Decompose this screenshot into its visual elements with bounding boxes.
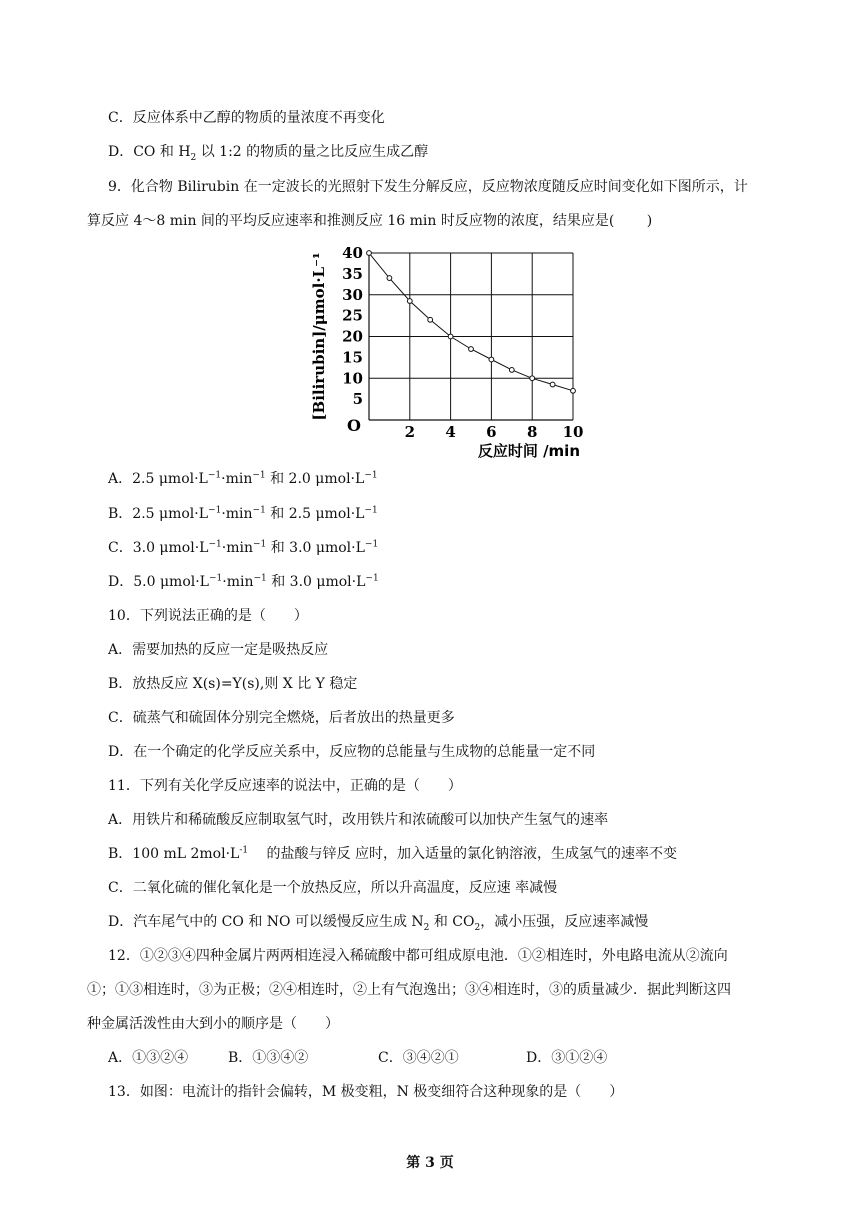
q12-stem-line3: 种金属活泼性由大到小的顺序是（ ）: [87, 1016, 339, 1032]
data-point: [509, 368, 514, 373]
q10-stem: 10．下列说法正确的是（ ）: [108, 608, 308, 624]
y-tick-label: 15: [342, 348, 363, 367]
x-tick-label: 2: [404, 423, 416, 441]
data-point: [367, 251, 372, 256]
data-point: [469, 347, 474, 352]
q9-option-a: A．2.5 $\mu mol\cdot L^{-1}\cdot\min^{-1}$ 和 2.0 $\mu mol\cdot L^{-1}$: [108, 470, 378, 487]
y-tick-label: 40: [342, 244, 363, 262]
q12-options: [108, 1048, 607, 1068]
chart-x-axis-label: 反应时间 /min: [477, 442, 580, 460]
q11-option-d: D．汽车尾气中的 CO 和 NO 可以缓慢反应生成 $N_2$ 和 $CO_2$，减小压强，反应速率减慢: [108, 914, 649, 933]
data-point: [530, 376, 535, 381]
chart-grid: [369, 253, 573, 420]
q11-option-c: C．二氧化硫的催化氧化是一个放热反应，所以升高温度，反应速 率减慢: [108, 880, 558, 896]
y-tick-label: 25: [342, 306, 363, 325]
q10-option-a: A．需要加热的反应一定是吸热反应: [108, 642, 329, 658]
y-tick-label: 5: [352, 390, 363, 409]
q9-option-c: C．3.0 $\mu mol\cdot L^{-1}\cdot\min^{-1}$ 和 3.0 $\mu mol\cdot L^{-1}$: [108, 539, 379, 556]
q10-option-d: D．在一个确定的化学反应关系中，反应物的总能量与生成物的总能量一定不同: [108, 744, 596, 760]
x-tick-label: 10: [562, 423, 584, 441]
q9-option-b: B．2.5 $\mu mol\cdot L^{-1}\cdot\min^{-1}$ 和 2.5 $\mu mol\cdot L^{-1}$: [108, 505, 378, 522]
q11-option-a: A．用铁片和稀硫酸反应制取氢气时，改用铁片和浓硫酸可以加快产生氢气的速率: [108, 812, 609, 828]
data-point: [428, 317, 433, 322]
q12-option-a: A．①③②④: [108, 1050, 189, 1066]
bilirubin-chart: [308, 240, 598, 460]
chart-y-ticks: [342, 244, 363, 408]
q12-stem-line1: 12．①②③④四种金属片两两相连浸入稀硫酸中都可组成原电池．①②相连时，外电路电流从②流向: [108, 948, 728, 964]
chart-x-ticks: [405, 423, 584, 441]
q10-option-b: B．放热反应 X(s)=Y(s),则 X 比 Y 稳定: [108, 676, 358, 692]
data-point: [407, 299, 412, 304]
q9-stem-line2: 算反应 4～8 min 间的平均反应速率和推测反应 16 min 时反应物的浓度，结果应是( ): [87, 213, 653, 229]
q9-option-d: D．5.0 $\mu mol\cdot L^{-1}\cdot\min^{-1}$ 和 3.0 $\mu mol\cdot L^{-1}$: [108, 573, 379, 590]
page-footer: 第 3 页: [406, 1155, 454, 1171]
q10-option-c: C．硫蒸气和硫固体分别完全燃烧，后者放出的热量更多: [108, 710, 455, 726]
q12-option-b: B．①③④②: [228, 1050, 309, 1066]
x-tick-label: 8: [526, 423, 538, 441]
data-point: [489, 357, 494, 362]
q12-option-d: D．③①②④: [526, 1050, 608, 1066]
data-point: [550, 382, 555, 387]
q13-stem: 13．如图：电流计的指针会偏转，M 极变粗，N 极变细符合这种现象的是（ ）: [108, 1084, 624, 1100]
chart-curve: [369, 253, 573, 391]
x-tick-label: 4: [445, 423, 456, 441]
x-tick-label: 6: [486, 423, 497, 441]
data-point: [571, 388, 576, 393]
q8-option-c: C．反应体系中乙醇的物质的量浓度不再变化: [108, 110, 385, 126]
q9-stem-line1: 9．化合物 Bilirubin 在一定波长的光照射下发生分解反应，反应物浓度随反应时间变化如下图所示，计: [108, 179, 748, 195]
y-tick-label: 35: [342, 264, 363, 283]
chart-y-axis-label: [Bilirubin]/μmol·L⁻¹: [310, 252, 328, 421]
data-point: [448, 334, 453, 339]
y-tick-label: 30: [342, 285, 363, 304]
y-tick-label: 20: [342, 327, 363, 346]
q11-stem: 11．下列有关化学反应速率的说法中，正确的是（ ）: [108, 778, 462, 794]
chart-points: [367, 251, 576, 394]
y-tick-label: 10: [342, 369, 363, 388]
q12-stem-line2: ①；①③相连时，③为正极；②④相连时，②上有气泡逸出；③④相连时，③的质量减少．据此判断这四: [87, 982, 731, 998]
chart-origin-label: O: [347, 416, 361, 435]
q11-option-b: B．100 mL $2mol\cdot L^{-1}$ 的盐酸与锌反 应时，加入适量的氯化钠溶液，生成氢气的速率不变: [108, 845, 678, 862]
data-point: [387, 276, 392, 281]
q8-option-d: D．CO 和 $H_2$ 以 1:2 的物质的量之比反应生成乙醇: [108, 144, 429, 163]
q12-option-c: C．③④②①: [378, 1050, 459, 1066]
